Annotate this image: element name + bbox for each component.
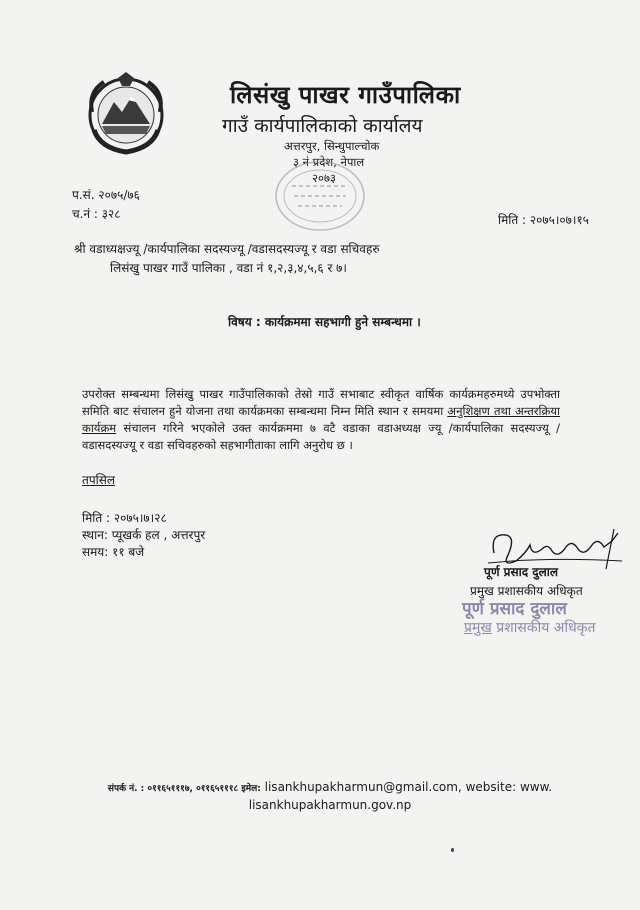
contact-footer: [100, 779, 560, 813]
program-name: अनुशिक्षण तथा अन्तरक्रिया कार्यक्रम: [82, 404, 560, 435]
designation-stamp-rest: प्रशासकीय अधिकृत: [491, 620, 596, 636]
body-text: संचालन गरिने भएकोले उक्त कार्यक्रममा ७ वटै वडाका वडाअध्यक्ष ज्यू /कार्यपालिका सदस्यज्यू /वडासदस्यज्यू र वडा सचिवहरुको सहभागीताका लागि अनुरोध छ ।: [82, 421, 560, 452]
designation-stamp-prefix: प्रमुख: [464, 620, 492, 636]
office-seal-stamp: [272, 158, 368, 234]
paper-mark: [451, 848, 454, 852]
email-link[interactable]: lisankhupakharmun@gmail.com,: [260, 780, 462, 794]
dispatch-number: च.नं : ३२८: [72, 207, 121, 221]
event-place: स्थान: प्यूखर्क हल , अत्तरपुर: [82, 528, 206, 542]
signatory-name: पूर्ण प्रसाद दुलाल: [484, 565, 559, 579]
event-date: मिति : २०७५।७।२८: [82, 511, 167, 525]
addressee-line: लिसंखु पाखर गाउँ पालिका , वडा नं १,२,३,४,५,६ र ७।: [110, 261, 347, 275]
address-line: अत्तरपुर, सिन्धुपाल्चोक: [284, 139, 380, 153]
letter-subject: विषय : कार्यक्रममा सहभागी हुने सम्बन्धमा ।: [228, 315, 421, 329]
details-heading: तपसिल: [82, 473, 116, 487]
contact-label: संपर्क नं. : ०११६५१११७, ०११६५१११८ इमेल:: [107, 784, 261, 794]
address-line: २०७३: [312, 171, 336, 185]
letter-date: मिति : २०७५।०७।१५: [498, 213, 589, 227]
office-subtitle: गाउँ कार्यपालिकाको कार्यालय: [222, 115, 423, 137]
letter-body: [82, 386, 560, 454]
website-label: website: www.: [461, 780, 553, 794]
letter-number: प.सं. २०७५/७६: [72, 188, 140, 202]
designation-stamp: [464, 618, 595, 637]
government-emblem-icon: [80, 72, 172, 156]
addressee-line: श्री वडाध्यक्षज्यू /कार्यपालिका सदस्यज्यू /वडासदस्यज्यू र वडा सचिवहरु: [74, 242, 380, 256]
website-link[interactable]: lisankhupakharmun.gov.np: [248, 798, 412, 812]
municipality-title: लिसंखु पाखर गाउँपालिका: [230, 81, 461, 109]
name-stamp: पूर्ण प्रसाद दुलाल: [462, 599, 567, 619]
signatory-designation: प्रमुख प्रशासकीय अधिकृत: [470, 584, 583, 598]
body-text: उपरोक्त सम्बन्धमा लिसंखु पाखर गाउँपालिकाको तेस्रो गाउँ सभाबाट स्वीकृत वार्षिक कार्यक्रमहरुमध्ये उपभोक्ता समिति बाट संचालन हुने योजना तथा कार्यक्रमका सम्बन्धमा निम्न मिति स्थान र समयमा: [82, 387, 560, 418]
event-time: समय: ११ बजे: [82, 545, 145, 559]
address-line: ३ नं प्रदेश, नेपाल: [293, 155, 365, 169]
